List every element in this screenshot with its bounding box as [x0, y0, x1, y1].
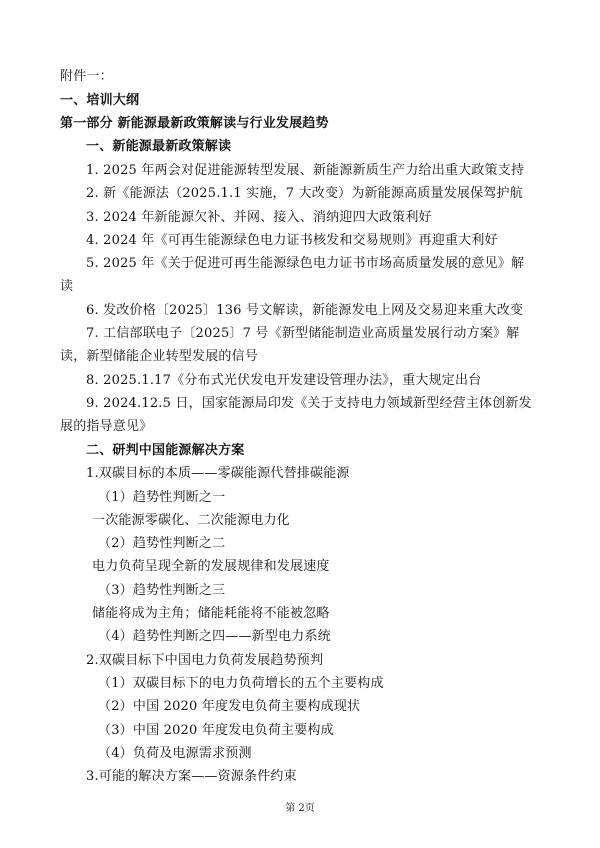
policy-item: 5. 2025 年《关于促进可再生能源绿色电力证书市场高质量发展的意见》解 — [86, 256, 525, 271]
outline-line: （1）双碳目标下的电力负荷增长的五个主要构成 — [98, 676, 384, 691]
policy-item-continued: 展的指导意见》 — [60, 419, 153, 434]
outline-line: 2.双碳目标下中国电力负荷发展趋势预判 — [86, 653, 324, 668]
section2-title: 二、研判中国能源解决方案 — [86, 443, 245, 458]
policy-item: 6. 发改价格〔2025〕136 号文解读，新能源发电上网及交易迎来重大改变 — [86, 303, 524, 318]
policy-item: 7. 工信部联电子〔2025〕7 号《新型储能制造业高质量发展行动方案》解 — [86, 326, 520, 341]
policy-item: 1. 2025 年两会对促进能源转型发展、新能源新质生产力给出重大政策支持 — [86, 163, 525, 178]
page-number: 第 2页 — [285, 803, 315, 814]
outline-line: （1）趋势性判断之一 — [98, 490, 226, 505]
outline-line: 一次能源零碳化、二次能源电力化 — [92, 513, 291, 528]
outline-line: （3）趋势性判断之三 — [98, 583, 226, 598]
outline-heading: 一、培训大纲 — [60, 93, 140, 108]
policy-item: 8. 2025.1.17《分布式光伏发电开发建设管理办法》，重大规定出台 — [86, 373, 482, 388]
section1-title: 一、新能源最新政策解读 — [86, 139, 232, 154]
outline-line: （2）中国 2020 年度发电负荷主要构成现状 — [98, 699, 361, 714]
outline-line: 电力负荷呈现全新的发展规律和发展速度 — [92, 559, 330, 574]
outline-line: （3）中国 2020 年度发电负荷主要构成 — [98, 723, 334, 738]
outline-line: （4）趋势性判断之四——新型电力系统 — [98, 629, 331, 644]
outline-line: （2）趋势性判断之二 — [98, 536, 226, 551]
part1-title: 第一部分 新能源最新政策解读与行业发展趋势 — [60, 116, 329, 131]
attachment-label: 附件一： — [60, 69, 113, 84]
policy-item: 2. 新《能源法（2025.1.1 实施，7 大改变）为新能源高质量发展保驾护航 — [86, 186, 523, 201]
policy-item: 3. 2024 年新能源欠补、并网、接入、消纳迎四大政策利好 — [86, 210, 432, 225]
outline-line: 3.可能的解决方案——资源条件约束 — [86, 769, 297, 784]
outline-line: 1.双碳目标的本质——零碳能源代替排碳能源 — [86, 466, 350, 481]
outline-line: （4）负荷及电源需求预测 — [98, 746, 252, 761]
policy-item-continued: 读 — [60, 279, 74, 294]
policy-item-continued: 读，新型储能企业转型发展的信号 — [60, 349, 259, 364]
policy-item: 4. 2024 年《可再生能源绿色电力证书核发和交易规则》再迎重大利好 — [86, 233, 498, 248]
outline-line: 储能将成为主角；储能耗能将不能被忽略 — [92, 606, 330, 621]
policy-item: 9. 2024.12.5 日，国家能源局印发《关于支持电力领域新型经营主体创新发 — [86, 396, 532, 411]
